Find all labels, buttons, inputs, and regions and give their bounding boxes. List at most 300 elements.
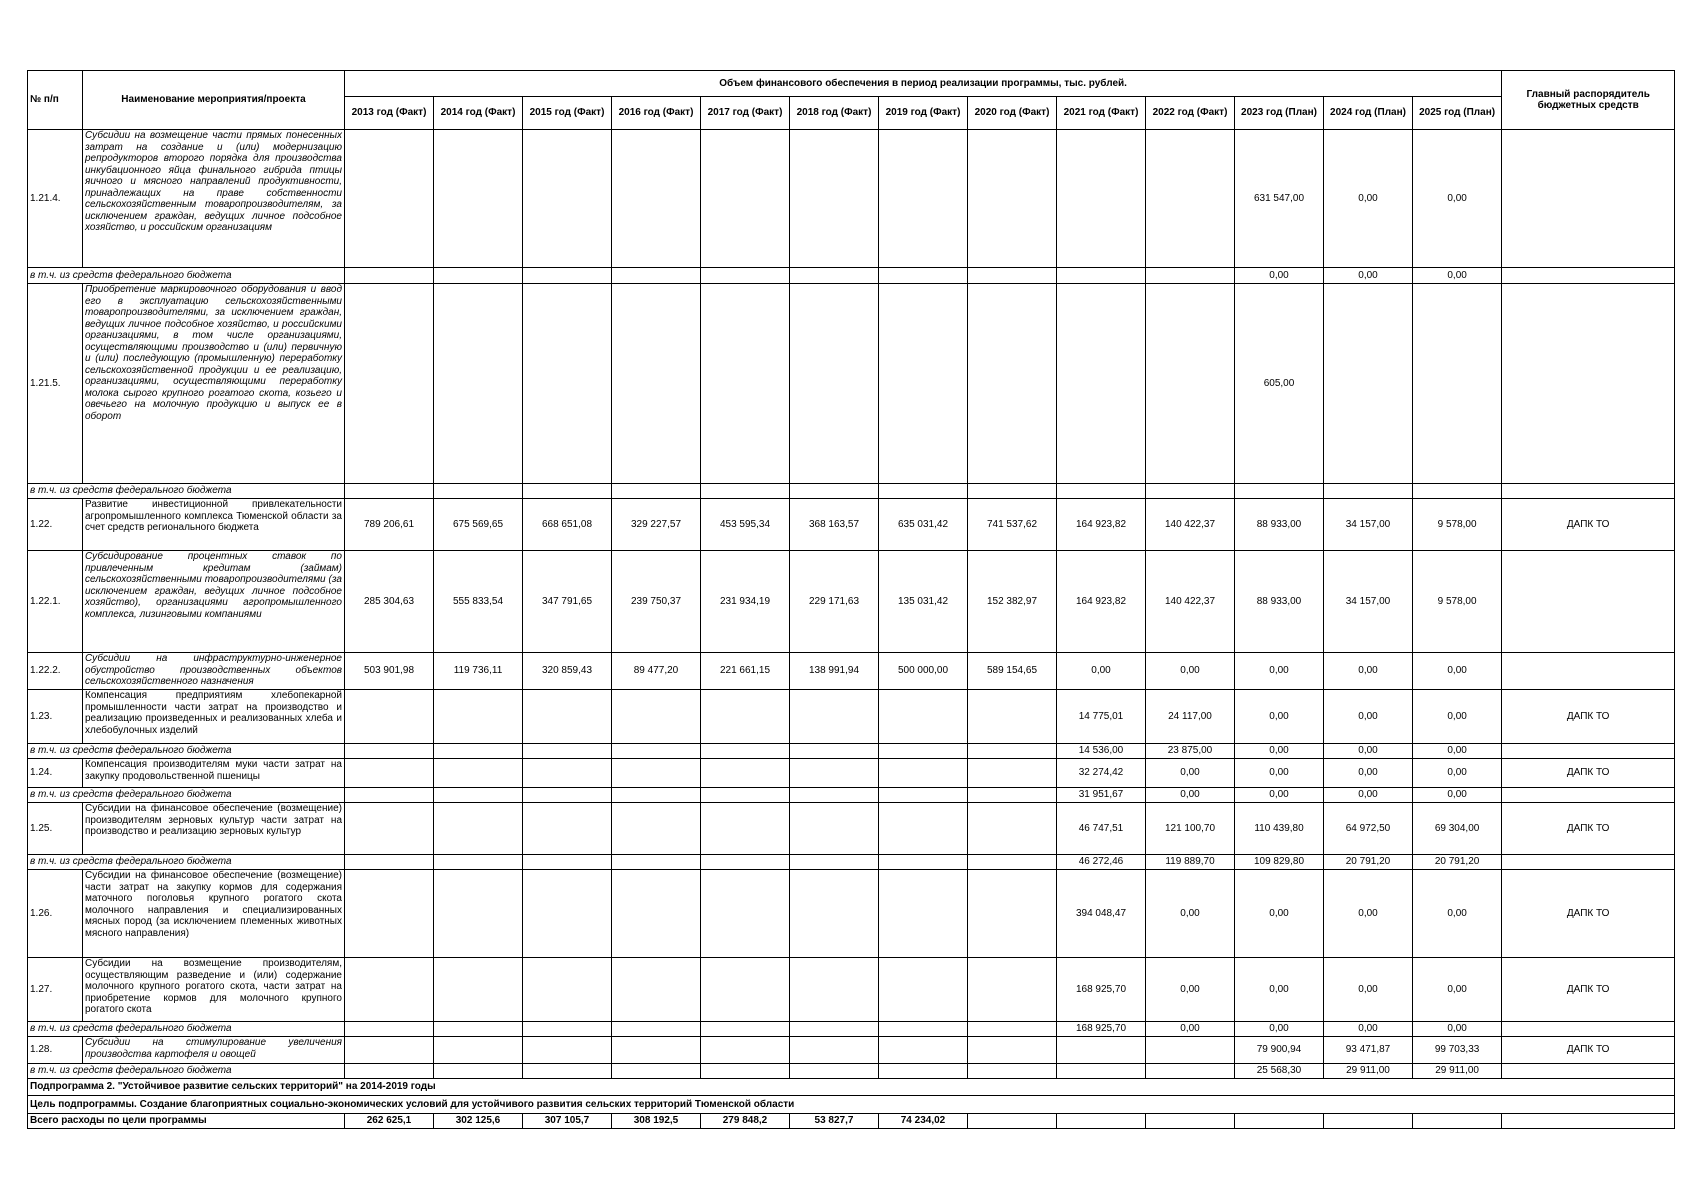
header-num: № п/п bbox=[28, 71, 83, 130]
amount-cell bbox=[345, 268, 434, 284]
amount-cell: 285 304,63 bbox=[345, 551, 434, 653]
amount-cell bbox=[790, 870, 879, 958]
amount-cell bbox=[523, 744, 612, 759]
amount-cell: 23 875,00 bbox=[1146, 744, 1235, 759]
header-year: 2019 год (Факт) bbox=[879, 97, 968, 130]
amount-cell bbox=[1413, 484, 1502, 499]
amount-cell: 0,00 bbox=[1413, 690, 1502, 744]
amount-cell: 25 568,30 bbox=[1235, 1064, 1324, 1079]
amount-cell bbox=[523, 130, 612, 268]
amount-cell bbox=[1057, 284, 1146, 484]
amount-cell: 0,00 bbox=[1235, 870, 1324, 958]
header-year: 2014 год (Факт) bbox=[434, 97, 523, 130]
amount-cell bbox=[879, 788, 968, 803]
amount-cell bbox=[968, 284, 1057, 484]
amount-cell bbox=[612, 870, 701, 958]
federal-budget-label: в т.ч. из средств федерального бюджета bbox=[28, 1064, 345, 1079]
amount-cell bbox=[790, 855, 879, 870]
measure-name: Субсидии на финансовое обеспечение (возмещение) части затрат на закупку кормов для содержания маточного поголовья крупного рогатого скота молочного направления и специализированных мясных пород (за исключением племенных животных мясного направления) bbox=[83, 870, 345, 958]
header-org: Главный распорядитель бюджетных средств bbox=[1502, 71, 1675, 130]
amount-cell bbox=[345, 1037, 434, 1064]
total-amount-cell: 74 234,02 bbox=[879, 1114, 968, 1129]
amount-cell bbox=[790, 1064, 879, 1079]
measure-name: Субсидирование процентных ставок по привлеченным кредитам (займам) сельскохозяйственными товаропроизводителями (за исключением граждан, ведущих личное подсобное хозяйство), организациями агропромышленного комплекса, лизинговыми компаниями bbox=[83, 551, 345, 653]
amount-cell: 109 829,80 bbox=[1235, 855, 1324, 870]
federal-budget-row bbox=[28, 855, 1675, 870]
budget-manager bbox=[1502, 1064, 1675, 1079]
amount-cell bbox=[345, 855, 434, 870]
amount-cell bbox=[434, 690, 523, 744]
amount-cell bbox=[345, 803, 434, 855]
amount-cell bbox=[434, 759, 523, 788]
amount-cell: 0,00 bbox=[1235, 690, 1324, 744]
amount-cell bbox=[1235, 484, 1324, 499]
amount-cell bbox=[612, 788, 701, 803]
header-year: 2024 год (План) bbox=[1324, 97, 1413, 130]
budget-manager bbox=[1502, 130, 1675, 268]
amount-cell: 0,00 bbox=[1235, 744, 1324, 759]
amount-cell: 46 272,46 bbox=[1057, 855, 1146, 870]
amount-cell bbox=[1146, 130, 1235, 268]
amount-cell bbox=[701, 690, 790, 744]
amount-cell bbox=[612, 130, 701, 268]
amount-cell bbox=[434, 130, 523, 268]
amount-cell bbox=[879, 130, 968, 268]
amount-cell: 99 703,33 bbox=[1413, 1037, 1502, 1064]
amount-cell bbox=[1146, 1037, 1235, 1064]
amount-cell: 0,00 bbox=[1146, 653, 1235, 690]
amount-cell bbox=[968, 788, 1057, 803]
amount-cell: 0,00 bbox=[1324, 744, 1413, 759]
header-volume: Объем финансового обеспечения в период реализации программы, тыс. рублей. bbox=[345, 71, 1502, 97]
amount-cell: 46 747,51 bbox=[1057, 803, 1146, 855]
amount-cell: 79 900,94 bbox=[1235, 1037, 1324, 1064]
amount-cell bbox=[790, 803, 879, 855]
amount-cell bbox=[434, 284, 523, 484]
amount-cell: 89 477,20 bbox=[612, 653, 701, 690]
amount-cell: 0,00 bbox=[1235, 759, 1324, 788]
header-year: 2022 год (Факт) bbox=[1146, 97, 1235, 130]
amount-cell: 29 911,00 bbox=[1413, 1064, 1502, 1079]
subprogram-row bbox=[28, 1079, 1675, 1096]
amount-cell: 140 422,37 bbox=[1146, 551, 1235, 653]
row-number: 1.25. bbox=[28, 803, 83, 855]
amount-cell: 231 934,19 bbox=[701, 551, 790, 653]
amount-cell bbox=[434, 788, 523, 803]
amount-cell: 93 471,87 bbox=[1324, 1037, 1413, 1064]
amount-cell bbox=[701, 759, 790, 788]
amount-cell bbox=[1057, 1037, 1146, 1064]
federal-budget-label: в т.ч. из средств федерального бюджета bbox=[28, 1022, 345, 1037]
table-row bbox=[28, 284, 1675, 484]
amount-cell bbox=[968, 1037, 1057, 1064]
measure-name: Развитие инвестиционной привлекательности агропромышленного комплекса Тюменской области за счет средств регионального бюджета bbox=[83, 499, 345, 551]
amount-cell: 31 951,67 bbox=[1057, 788, 1146, 803]
header-year: 2015 год (Факт) bbox=[523, 97, 612, 130]
amount-cell: 0,00 bbox=[1235, 1022, 1324, 1037]
header-year: 2017 год (Факт) bbox=[701, 97, 790, 130]
amount-cell: 0,00 bbox=[1146, 870, 1235, 958]
row-number: 1.24. bbox=[28, 759, 83, 788]
budget-manager bbox=[1502, 268, 1675, 284]
header-year: 2020 год (Факт) bbox=[968, 97, 1057, 130]
amount-cell bbox=[968, 870, 1057, 958]
amount-cell: 0,00 bbox=[1413, 653, 1502, 690]
amount-cell: 0,00 bbox=[1413, 744, 1502, 759]
amount-cell bbox=[968, 690, 1057, 744]
header-year: 2018 год (Факт) bbox=[790, 97, 879, 130]
amount-cell bbox=[612, 855, 701, 870]
amount-cell bbox=[790, 1037, 879, 1064]
measure-name: Субсидии на стимулирование увеличения производства картофеля и овощей bbox=[83, 1037, 345, 1064]
amount-cell: 0,00 bbox=[1235, 788, 1324, 803]
amount-cell: 0,00 bbox=[1413, 788, 1502, 803]
budget-manager bbox=[1502, 551, 1675, 653]
row-number: 1.26. bbox=[28, 870, 83, 958]
total-amount-cell: 307 105,7 bbox=[523, 1114, 612, 1129]
amount-cell: 121 100,70 bbox=[1146, 803, 1235, 855]
amount-cell bbox=[612, 958, 701, 1022]
row-number: 1.22.1. bbox=[28, 551, 83, 653]
budget-manager bbox=[1502, 855, 1675, 870]
amount-cell bbox=[434, 744, 523, 759]
amount-cell: 0,00 bbox=[1324, 130, 1413, 268]
amount-cell: 503 901,98 bbox=[345, 653, 434, 690]
measure-name: Субсидии на возмещение части прямых понесенных затрат на создание и (или) модернизацию репродукторов второго порядка для производства инкубационного яйца финального гибрида птицы яичного и мясного направлений продуктивности, принадлежащих на праве собственности сельскохозяйственным товаропроизводителям, за исключением граждан, ведущих личное подсобное хозяйство, и российским организациям bbox=[83, 130, 345, 268]
amount-cell bbox=[701, 1022, 790, 1037]
amount-cell: 0,00 bbox=[1235, 653, 1324, 690]
amount-cell bbox=[345, 759, 434, 788]
amount-cell bbox=[612, 484, 701, 499]
amount-cell: 453 595,34 bbox=[701, 499, 790, 551]
total-amount-cell: 279 848,2 bbox=[701, 1114, 790, 1129]
amount-cell bbox=[701, 1064, 790, 1079]
amount-cell: 69 304,00 bbox=[1413, 803, 1502, 855]
amount-cell: 9 578,00 bbox=[1413, 551, 1502, 653]
amount-cell bbox=[345, 1022, 434, 1037]
table-row bbox=[28, 1037, 1675, 1064]
amount-cell bbox=[345, 788, 434, 803]
total-amount-cell bbox=[968, 1114, 1057, 1129]
amount-cell bbox=[879, 803, 968, 855]
amount-cell: 119 736,11 bbox=[434, 653, 523, 690]
amount-cell: 34 157,00 bbox=[1324, 551, 1413, 653]
amount-cell: 152 382,97 bbox=[968, 551, 1057, 653]
amount-cell: 741 537,62 bbox=[968, 499, 1057, 551]
amount-cell bbox=[523, 870, 612, 958]
amount-cell: 9 578,00 bbox=[1413, 499, 1502, 551]
federal-budget-row bbox=[28, 1022, 1675, 1037]
table-row bbox=[28, 499, 1675, 551]
amount-cell bbox=[434, 803, 523, 855]
amount-cell: 140 422,37 bbox=[1146, 499, 1235, 551]
amount-cell bbox=[701, 788, 790, 803]
budget-manager bbox=[1502, 1022, 1675, 1037]
amount-cell: 0,00 bbox=[1413, 958, 1502, 1022]
budget-manager: ДАПК ТО bbox=[1502, 803, 1675, 855]
amount-cell: 239 750,37 bbox=[612, 551, 701, 653]
amount-cell bbox=[345, 1064, 434, 1079]
amount-cell bbox=[523, 855, 612, 870]
amount-cell bbox=[1324, 284, 1413, 484]
amount-cell: 20 791,20 bbox=[1413, 855, 1502, 870]
amount-cell: 0,00 bbox=[1324, 653, 1413, 690]
measure-name: Компенсация предприятиям хлебопекарной промышленности части затрат на производство и реализацию произведенных и реализованных хлеба и хлебобулочных изделий bbox=[83, 690, 345, 744]
amount-cell: 110 439,80 bbox=[1235, 803, 1324, 855]
budget-manager: ДАПК ТО bbox=[1502, 499, 1675, 551]
table-row bbox=[28, 958, 1675, 1022]
header-name: Наименование мероприятия/проекта bbox=[83, 71, 345, 130]
amount-cell bbox=[790, 744, 879, 759]
budget-manager bbox=[1502, 484, 1675, 499]
amount-cell bbox=[701, 803, 790, 855]
amount-cell bbox=[879, 870, 968, 958]
goal-title: Цель подпрограммы. Создание благоприятных социально-экономических условий для устойчивого развития сельских территорий Тюменской области bbox=[28, 1096, 1675, 1114]
budget-manager: ДАПК ТО bbox=[1502, 759, 1675, 788]
amount-cell bbox=[612, 1037, 701, 1064]
amount-cell: 138 991,94 bbox=[790, 653, 879, 690]
amount-cell: 555 833,54 bbox=[434, 551, 523, 653]
amount-cell bbox=[345, 870, 434, 958]
amount-cell bbox=[790, 268, 879, 284]
federal-budget-row bbox=[28, 484, 1675, 499]
amount-cell bbox=[790, 1022, 879, 1037]
amount-cell: 32 274,42 bbox=[1057, 759, 1146, 788]
amount-cell bbox=[1413, 284, 1502, 484]
amount-cell: 0,00 bbox=[1324, 870, 1413, 958]
measure-name: Субсидии на инфраструктурно-инженерное обустройство производственных объектов сельскохозяйственного назначения bbox=[83, 653, 345, 690]
amount-cell: 229 171,63 bbox=[790, 551, 879, 653]
table-row bbox=[28, 690, 1675, 744]
table-row bbox=[28, 551, 1675, 653]
amount-cell bbox=[879, 484, 968, 499]
budget-manager: ДАПК ТО bbox=[1502, 870, 1675, 958]
amount-cell: 789 206,61 bbox=[345, 499, 434, 551]
amount-cell: 0,00 bbox=[1413, 268, 1502, 284]
amount-cell: 631 547,00 bbox=[1235, 130, 1324, 268]
amount-cell: 0,00 bbox=[1413, 870, 1502, 958]
amount-cell: 88 933,00 bbox=[1235, 499, 1324, 551]
amount-cell: 635 031,42 bbox=[879, 499, 968, 551]
amount-cell: 0,00 bbox=[1235, 268, 1324, 284]
amount-cell bbox=[790, 759, 879, 788]
amount-cell bbox=[701, 744, 790, 759]
amount-cell: 64 972,50 bbox=[1324, 803, 1413, 855]
amount-cell bbox=[1057, 130, 1146, 268]
amount-cell bbox=[879, 690, 968, 744]
amount-cell: 135 031,42 bbox=[879, 551, 968, 653]
amount-cell bbox=[1146, 268, 1235, 284]
budget-manager: ДАПК ТО bbox=[1502, 1037, 1675, 1064]
amount-cell bbox=[434, 268, 523, 284]
federal-budget-row bbox=[28, 1064, 1675, 1079]
amount-cell: 168 925,70 bbox=[1057, 1022, 1146, 1037]
budget-manager bbox=[1502, 744, 1675, 759]
amount-cell bbox=[1324, 484, 1413, 499]
header-year: 2016 год (Факт) bbox=[612, 97, 701, 130]
goal-row bbox=[28, 1096, 1675, 1114]
amount-cell: 0,00 bbox=[1324, 958, 1413, 1022]
table-row bbox=[28, 653, 1675, 690]
amount-cell bbox=[345, 130, 434, 268]
budget-manager: ДАПК ТО bbox=[1502, 958, 1675, 1022]
header-year: 2021 год (Факт) bbox=[1057, 97, 1146, 130]
amount-cell bbox=[345, 744, 434, 759]
amount-cell: 589 154,65 bbox=[968, 653, 1057, 690]
table-row bbox=[28, 130, 1675, 268]
amount-cell bbox=[612, 284, 701, 484]
amount-cell bbox=[434, 958, 523, 1022]
amount-cell bbox=[701, 484, 790, 499]
amount-cell bbox=[701, 870, 790, 958]
amount-cell bbox=[701, 958, 790, 1022]
amount-cell bbox=[968, 484, 1057, 499]
amount-cell bbox=[523, 484, 612, 499]
amount-cell bbox=[434, 1064, 523, 1079]
amount-cell bbox=[968, 855, 1057, 870]
total-row bbox=[28, 1114, 1675, 1129]
amount-cell: 394 048,47 bbox=[1057, 870, 1146, 958]
amount-cell: 24 117,00 bbox=[1146, 690, 1235, 744]
amount-cell bbox=[701, 268, 790, 284]
amount-cell: 14 775,01 bbox=[1057, 690, 1146, 744]
federal-budget-row bbox=[28, 744, 1675, 759]
amount-cell bbox=[879, 1037, 968, 1064]
total-amount-cell: 302 125,6 bbox=[434, 1114, 523, 1129]
amount-cell: 14 536,00 bbox=[1057, 744, 1146, 759]
amount-cell bbox=[968, 130, 1057, 268]
header-year: 2023 год (План) bbox=[1235, 97, 1324, 130]
amount-cell bbox=[790, 788, 879, 803]
amount-cell: 0,00 bbox=[1413, 759, 1502, 788]
row-number: 1.23. bbox=[28, 690, 83, 744]
federal-budget-row bbox=[28, 788, 1675, 803]
total-amount-cell bbox=[1146, 1114, 1235, 1129]
federal-budget-label: в т.ч. из средств федерального бюджета bbox=[28, 268, 345, 284]
amount-cell: 0,00 bbox=[1324, 759, 1413, 788]
budget-manager bbox=[1502, 788, 1675, 803]
measure-name: Компенсация производителям муки части затрат на закупку продовольственной пшеницы bbox=[83, 759, 345, 788]
total-amount-cell: 53 827,7 bbox=[790, 1114, 879, 1129]
amount-cell bbox=[523, 958, 612, 1022]
amount-cell bbox=[434, 1037, 523, 1064]
amount-cell: 675 569,65 bbox=[434, 499, 523, 551]
amount-cell bbox=[701, 130, 790, 268]
amount-cell: 605,00 bbox=[1235, 284, 1324, 484]
amount-cell: 20 791,20 bbox=[1324, 855, 1413, 870]
amount-cell: 0,00 bbox=[1324, 1022, 1413, 1037]
budget-table bbox=[27, 70, 1675, 1129]
amount-cell: 0,00 bbox=[1324, 788, 1413, 803]
amount-cell: 368 163,57 bbox=[790, 499, 879, 551]
amount-cell bbox=[612, 744, 701, 759]
amount-cell bbox=[345, 690, 434, 744]
amount-cell: 221 661,15 bbox=[701, 653, 790, 690]
amount-cell bbox=[879, 1064, 968, 1079]
amount-cell bbox=[345, 484, 434, 499]
total-org-cell bbox=[1502, 1114, 1675, 1129]
amount-cell bbox=[523, 788, 612, 803]
measure-name: Субсидии на финансовое обеспечение (возмещение) производителям зерновых культур части затрат на производство и реализацию зерновых культур bbox=[83, 803, 345, 855]
total-amount-cell: 308 192,5 bbox=[612, 1114, 701, 1129]
amount-cell bbox=[879, 1022, 968, 1037]
total-amount-cell bbox=[1413, 1114, 1502, 1129]
amount-cell bbox=[1146, 284, 1235, 484]
amount-cell: 0,00 bbox=[1324, 690, 1413, 744]
amount-cell: 500 000,00 bbox=[879, 653, 968, 690]
amount-cell bbox=[968, 803, 1057, 855]
table-row bbox=[28, 759, 1675, 788]
budget-manager: ДАПК ТО bbox=[1502, 690, 1675, 744]
budget-manager bbox=[1502, 284, 1675, 484]
federal-budget-label: в т.ч. из средств федерального бюджета bbox=[28, 484, 345, 499]
budget-manager bbox=[1502, 653, 1675, 690]
amount-cell bbox=[790, 284, 879, 484]
amount-cell: 119 889,70 bbox=[1146, 855, 1235, 870]
amount-cell bbox=[968, 759, 1057, 788]
row-number: 1.27. bbox=[28, 958, 83, 1022]
amount-cell bbox=[879, 744, 968, 759]
amount-cell bbox=[523, 284, 612, 484]
amount-cell: 0,00 bbox=[1146, 958, 1235, 1022]
amount-cell bbox=[790, 958, 879, 1022]
amount-cell bbox=[1146, 1064, 1235, 1079]
amount-cell: 0,00 bbox=[1146, 1022, 1235, 1037]
amount-cell bbox=[790, 130, 879, 268]
amount-cell bbox=[612, 690, 701, 744]
row-number: 1.22.2. bbox=[28, 653, 83, 690]
table-row bbox=[28, 803, 1675, 855]
amount-cell bbox=[523, 1064, 612, 1079]
row-number: 1.28. bbox=[28, 1037, 83, 1064]
amount-cell: 0,00 bbox=[1235, 958, 1324, 1022]
amount-cell bbox=[790, 484, 879, 499]
amount-cell bbox=[968, 744, 1057, 759]
amount-cell bbox=[523, 1022, 612, 1037]
federal-budget-row bbox=[28, 268, 1675, 284]
amount-cell bbox=[879, 284, 968, 484]
amount-cell bbox=[879, 268, 968, 284]
amount-cell bbox=[345, 958, 434, 1022]
amount-cell bbox=[879, 958, 968, 1022]
amount-cell: 168 925,70 bbox=[1057, 958, 1146, 1022]
amount-cell bbox=[523, 690, 612, 744]
amount-cell: 0,00 bbox=[1146, 759, 1235, 788]
amount-cell bbox=[879, 759, 968, 788]
header-year: 2025 год (План) bbox=[1413, 97, 1502, 130]
amount-cell bbox=[612, 803, 701, 855]
amount-cell bbox=[434, 1022, 523, 1037]
amount-cell bbox=[612, 759, 701, 788]
federal-budget-label: в т.ч. из средств федерального бюджета bbox=[28, 788, 345, 803]
amount-cell: 347 791,65 bbox=[523, 551, 612, 653]
amount-cell: 34 157,00 bbox=[1324, 499, 1413, 551]
amount-cell: 0,00 bbox=[1413, 130, 1502, 268]
row-number: 1.21.5. bbox=[28, 284, 83, 484]
amount-cell bbox=[523, 268, 612, 284]
row-number: 1.21.4. bbox=[28, 130, 83, 268]
measure-name: Субсидии на возмещение производителям, осуществляющим разведение и (или) содержание молочного крупного рогатого скота, части затрат на приобретение кормов для молочного крупного рогатого скота bbox=[83, 958, 345, 1022]
amount-cell: 164 923,82 bbox=[1057, 551, 1146, 653]
amount-cell: 0,00 bbox=[1057, 653, 1146, 690]
federal-budget-label: в т.ч. из средств федерального бюджета bbox=[28, 855, 345, 870]
amount-cell: 329 227,57 bbox=[612, 499, 701, 551]
amount-cell bbox=[968, 1064, 1057, 1079]
amount-cell bbox=[1057, 268, 1146, 284]
amount-cell bbox=[1146, 484, 1235, 499]
amount-cell: 320 859,43 bbox=[523, 653, 612, 690]
table-row bbox=[28, 870, 1675, 958]
